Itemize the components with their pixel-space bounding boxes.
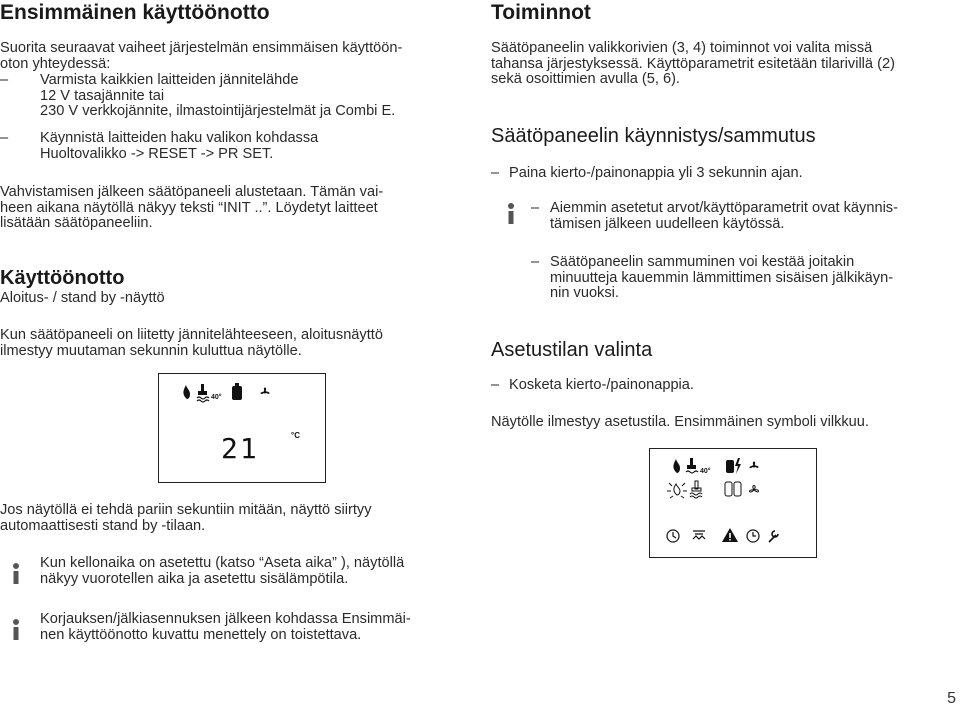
info-icon [5,618,27,640]
onoff-step [491,166,803,182]
intro-line: sekä osoittimien avulla (5, 6). [491,71,680,87]
setup-title: Asetustilan valinta [491,339,653,361]
water-temp-label: 40° [700,468,711,475]
functions-intro [491,41,895,88]
standby-display-illustration [158,373,326,483]
connect-line: Kun säätöpaneeli on liitetty jännitelähteeseen, aloitusnäyttö [0,327,383,343]
connect-line: ilmestyy muutaman sekunnin kuluttua näytölle. [0,342,302,359]
heating-element-icon [693,531,705,539]
step-line: – Paina kierto-/painonappia yli 3 sekunnin ajan. [509,165,803,181]
page-title: Ensimmäinen käyttöönotto [0,1,270,24]
step-power-supply [0,73,395,120]
info-icon [500,202,522,224]
section-title-commissioning: Käyttöönotto [0,267,125,289]
step-line: – Käynnistä laitteiden haku valikon kohdassa [40,130,319,146]
functions-title: Toiminnot [491,1,591,24]
step-line: – Kosketa kierto-/painonappia. [509,377,694,393]
info-line: Kun kellonaika on asetettu (katso “Aseta aika” ), näytöllä [40,555,405,571]
setup-text: Näytölle ilmestyy asetustila. Ensimmäinen symboli vilkkuu. [491,414,869,430]
info-line: Korjauksen/jälkiasennuksen jälkeen kohdassa Ensimmäi- [40,611,411,627]
water-heater-outline-icon [690,481,702,498]
flame-icon [673,459,680,473]
intro-line: tahansa järjestyksessä. Käyttöparametrit esitetään tilarivillä (2) [491,55,895,72]
flame-blink-icon [667,483,687,498]
service-wrench-icon [769,531,778,542]
confirm-line: heen aikana näytöllä näkyy teksti “INIT ..”. Löydetyt laitteet [0,199,378,216]
setup-display-illustration [649,448,817,558]
fan-outline-icon [749,486,758,493]
info-line: – Aiemmin asetetut arvot/käyttöparametrit ovat käynnis- [550,200,898,216]
water-heater-icon [197,384,209,402]
setup-step [491,378,694,394]
step-line: – Varmista kaikkien laitteiden jännitelähde [40,72,299,88]
confirm-line: lisätään säätöpaneeliin. [0,215,153,231]
onoff-info-values [531,201,898,232]
fan-icon [260,388,269,395]
flame-icon [183,385,190,399]
temperature-digits: 21 [221,432,259,465]
onoff-title: Säätöpaneelin käynnistys/sammutus [491,125,816,147]
standby-line: Jos näytöllä ei tehdä pariin sekuntiin mitään, näyttö siirtyy [0,502,372,518]
confirm-line: Vahvistamisen jälkeen säätöpaneeli alustetaan. Tämän vai- [0,184,384,200]
warning-icon [722,528,738,542]
intro-line: oton yhteydessä: [0,55,111,72]
connect-text [0,328,383,359]
info-line: nen käyttöönotto kuvattu menettely on toistettava. [40,626,362,643]
gas-bottle-outline-icon [725,482,741,496]
info-line: tämisen jälkeen uudelleen käytössä. [550,215,785,232]
info-line: minuutteja kauemmin lämmittimen sisäisen jälkikäyn- [550,269,894,286]
standby-line: automaattisesti stand by -tilaan. [0,517,206,534]
step-line: 230 V verkkojännite, ilmastointijärjestelmät ja Combi E. [40,103,396,119]
step-line: 12 V tasajännite tai [40,87,165,104]
fan-icon [749,462,758,469]
info-icon [5,562,27,584]
info-line: – Säätöpaneelin sammuminen voi kestää joitakin [550,254,855,270]
intro-line: Säätöpaneelin valikkorivien (3, 4) toiminnot voi valita missä [491,40,873,56]
setup-display-svg [650,449,816,557]
step-device-search [0,131,318,162]
gas-electric-icon [726,458,741,474]
confirm-text [0,185,383,232]
step-line: Huoltovalikko -> RESET -> PR SET. [40,145,274,162]
standby-text [0,503,372,534]
standby-display-svg [159,374,325,482]
clock-icon [747,530,759,542]
info-time-text [40,556,404,587]
water-heater-icon [686,458,698,473]
page-number: 5 [947,690,956,707]
gas-bottle-icon [232,383,242,400]
section-subtitle: Aloitus- / stand by -näyttö [0,290,165,306]
water-temp-label: 40° [211,394,222,401]
onoff-info-shutdown [531,255,893,302]
intro-text [0,41,402,72]
info-line: nin vuoksi. [550,285,619,301]
temperature-unit: °C [291,431,300,440]
info-repair-text [40,612,411,643]
timer-icon [667,530,679,542]
intro-line: Suorita seuraavat vaiheet järjestelmän ensimmäisen käyttöön- [0,40,403,56]
info-line: näkyy vuorotellen aika ja asetettu sisälämpötila. [40,570,349,587]
